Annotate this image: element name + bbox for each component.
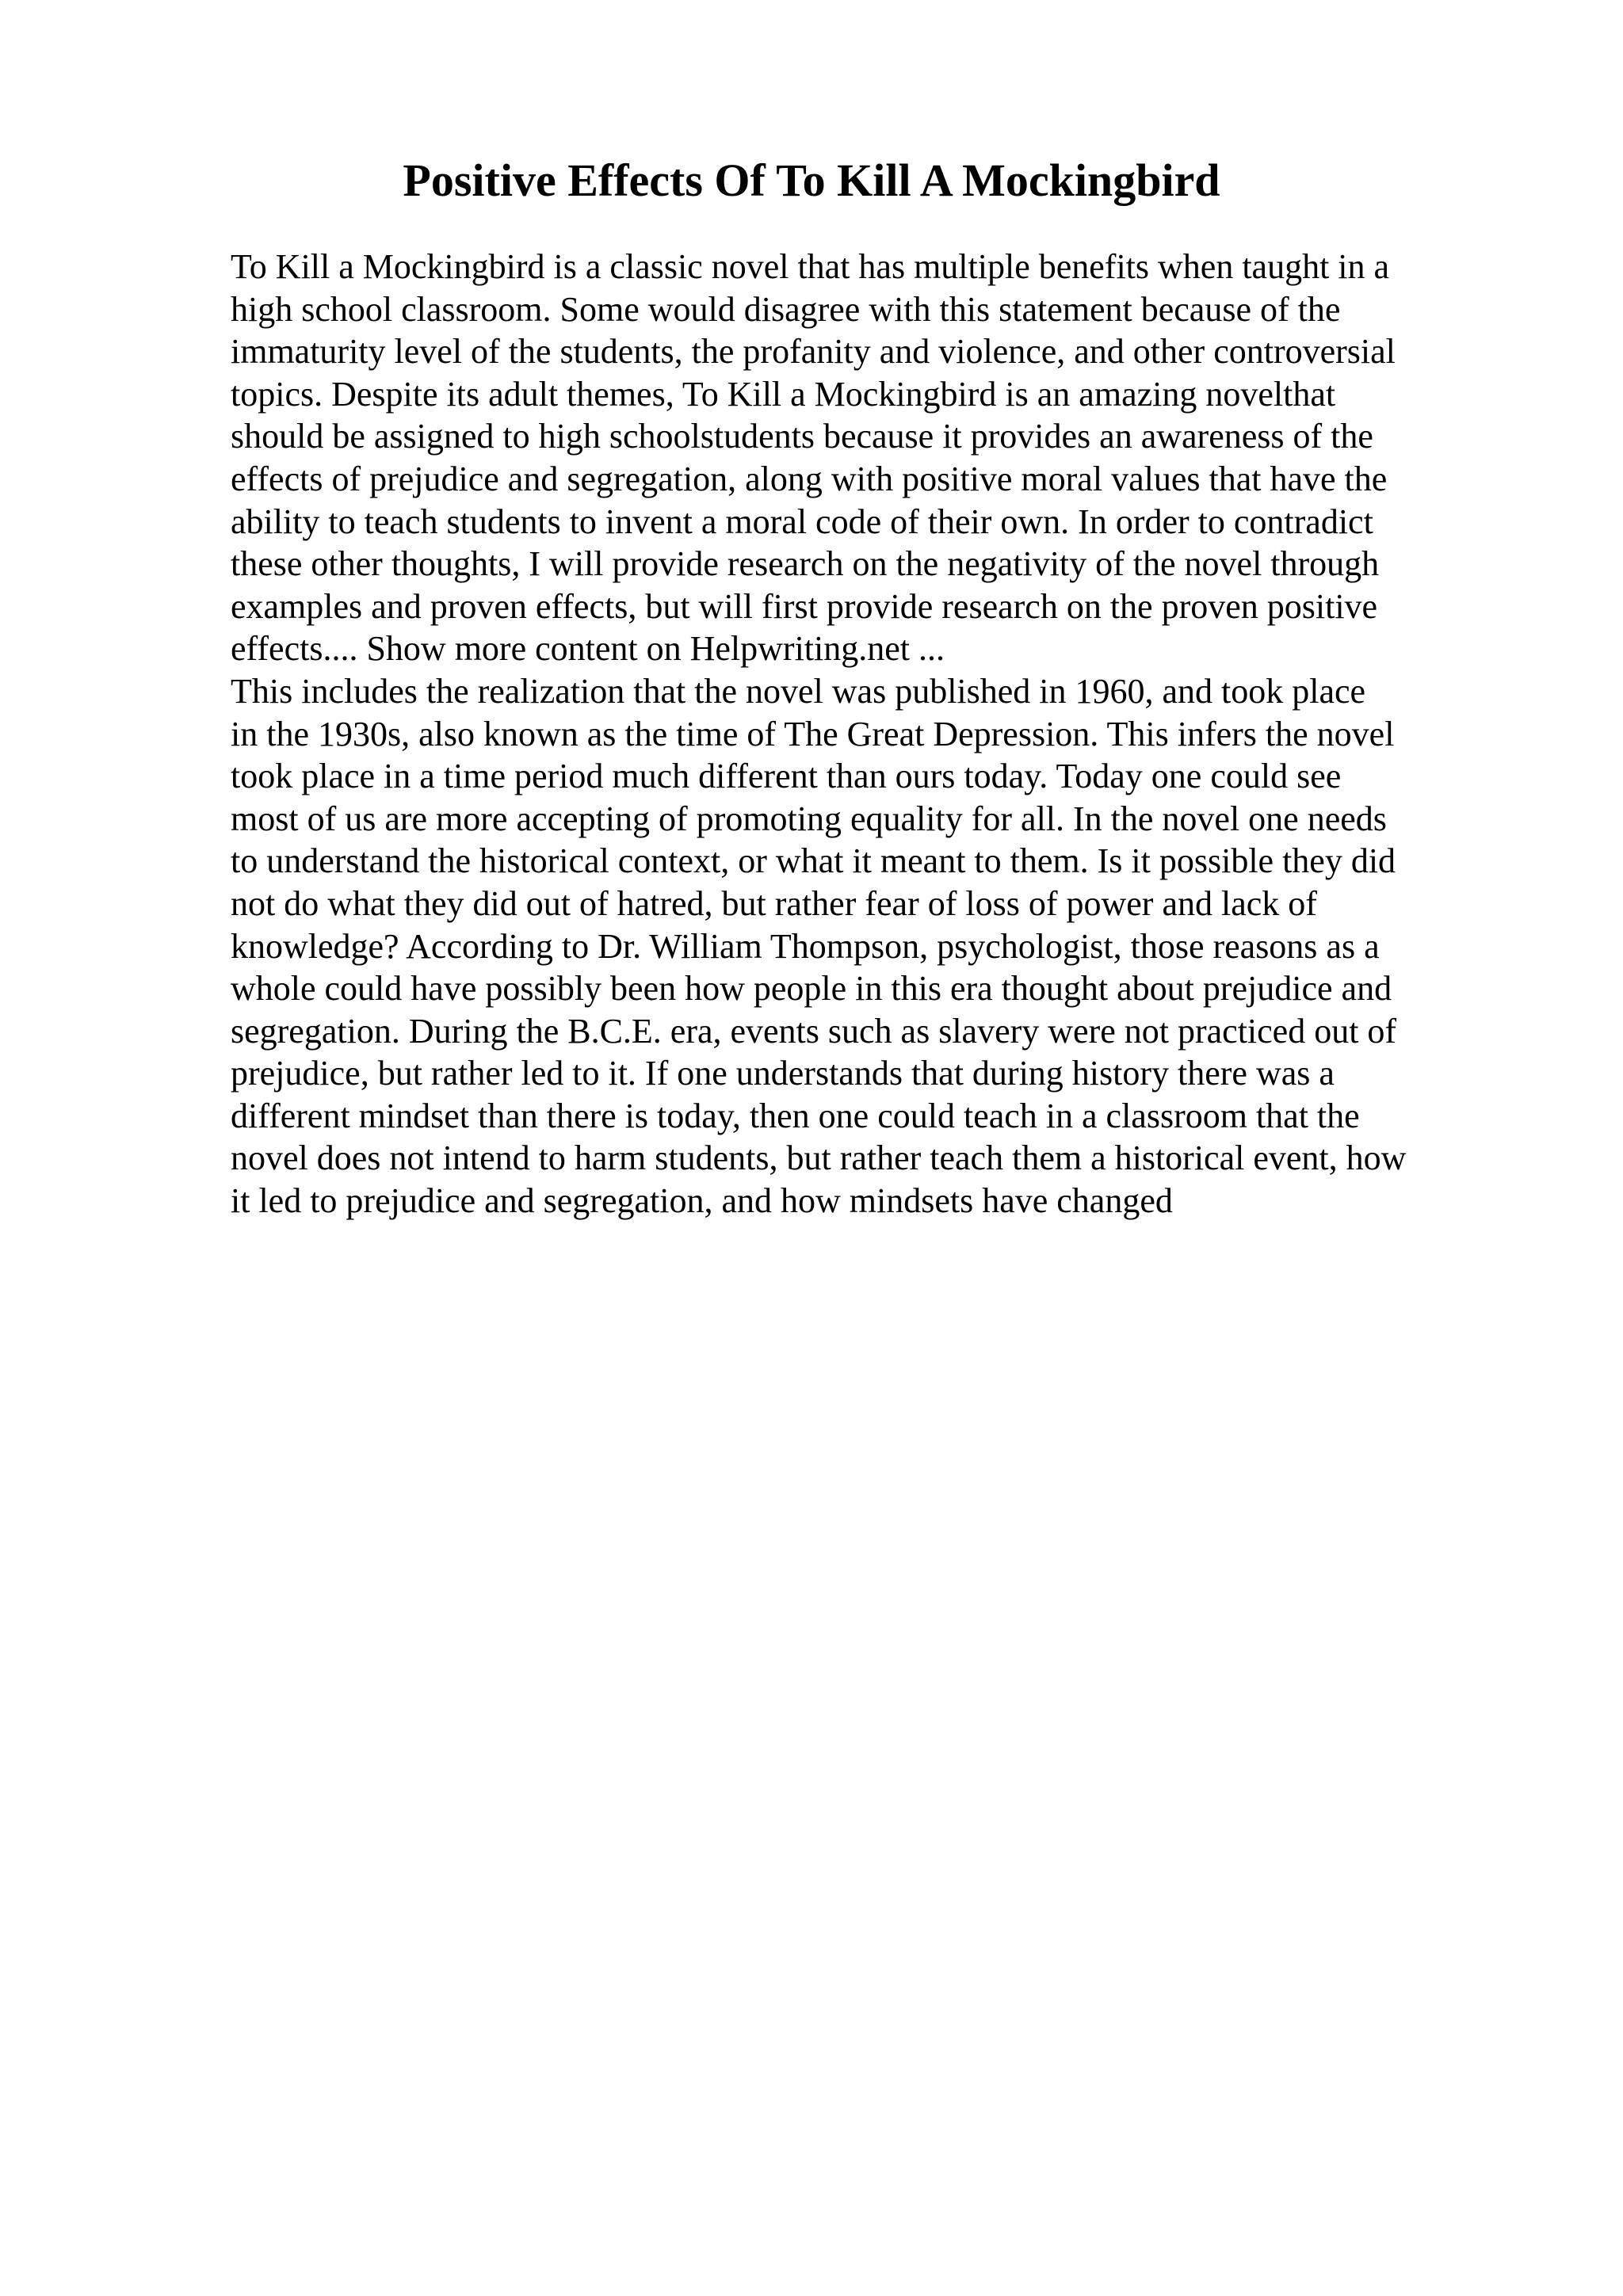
- text-line: prejudice, but rather led to it. If one understands that during history there was a: [231, 1054, 1335, 1093]
- text-line: not do what they did out of hatred, but rather fear of loss of power and lack of: [231, 883, 1317, 923]
- body-text: [231, 246, 1499, 1222]
- text-line: topics. Despite its adult themes, To Kill a Mockingbird is an amazing novelthat: [231, 374, 1336, 414]
- text-line: This includes the realization that the novel was published in 1960, and took place: [231, 671, 1366, 711]
- page-title: Positive Effects Of To Kill A Mockingbird: [403, 154, 1220, 206]
- text-line: ability to teach students to invent a moral code of their own. In order to contradict: [231, 502, 1373, 541]
- text-line: took place in a time period much different than ours today. Today one could see: [231, 757, 1342, 796]
- text-line: segregation. During the B.C.E. era, events such as slavery were not practiced out of: [231, 1011, 1397, 1051]
- text-line: examples and proven effects, but will first provide research on the proven positive: [231, 586, 1378, 626]
- text-line: these other thoughts, I will provide research on the negativity of the novel through: [231, 544, 1380, 584]
- text-line: should be assigned to high schoolstudents because it provides an awareness of the: [231, 417, 1373, 456]
- text-line: high school classroom. Some would disagree with this statement because of the: [231, 289, 1341, 329]
- text-line: To Kill a Mockingbird is a classic novel that has multiple benefits when taught in a: [231, 247, 1390, 286]
- text-line: most of us are more accepting of promoting equality for all. In the novel one needs: [231, 799, 1387, 838]
- text-line: effects.... Show more content on Helpwriting.net ...: [231, 629, 945, 669]
- text-line: it led to prejudice and segregation, and how mindsets have changed: [231, 1181, 1173, 1221]
- text-line: novel does not intend to harm students, but rather teach them a historical event, how: [231, 1138, 1407, 1178]
- text-line: different mindset than there is today, then one could teach in a classroom that the: [231, 1096, 1360, 1135]
- text-line: whole could have possibly been how people in this era thought about prejudice and: [231, 969, 1392, 1009]
- text-line: immaturity level of the students, the profanity and violence, and other controversial: [231, 332, 1396, 372]
- text-line: in the 1930s, also known as the time of The Great Depression. This infers the novel: [231, 714, 1395, 753]
- text-line: knowledge? According to Dr. William Thompson, psychologist, those reasons as a: [231, 926, 1380, 966]
- text-line: to understand the historical context, or what it meant to them. Is it possible they did: [231, 841, 1396, 881]
- text-line: effects of prejudice and segregation, along with positive moral values that have the: [231, 459, 1388, 498]
